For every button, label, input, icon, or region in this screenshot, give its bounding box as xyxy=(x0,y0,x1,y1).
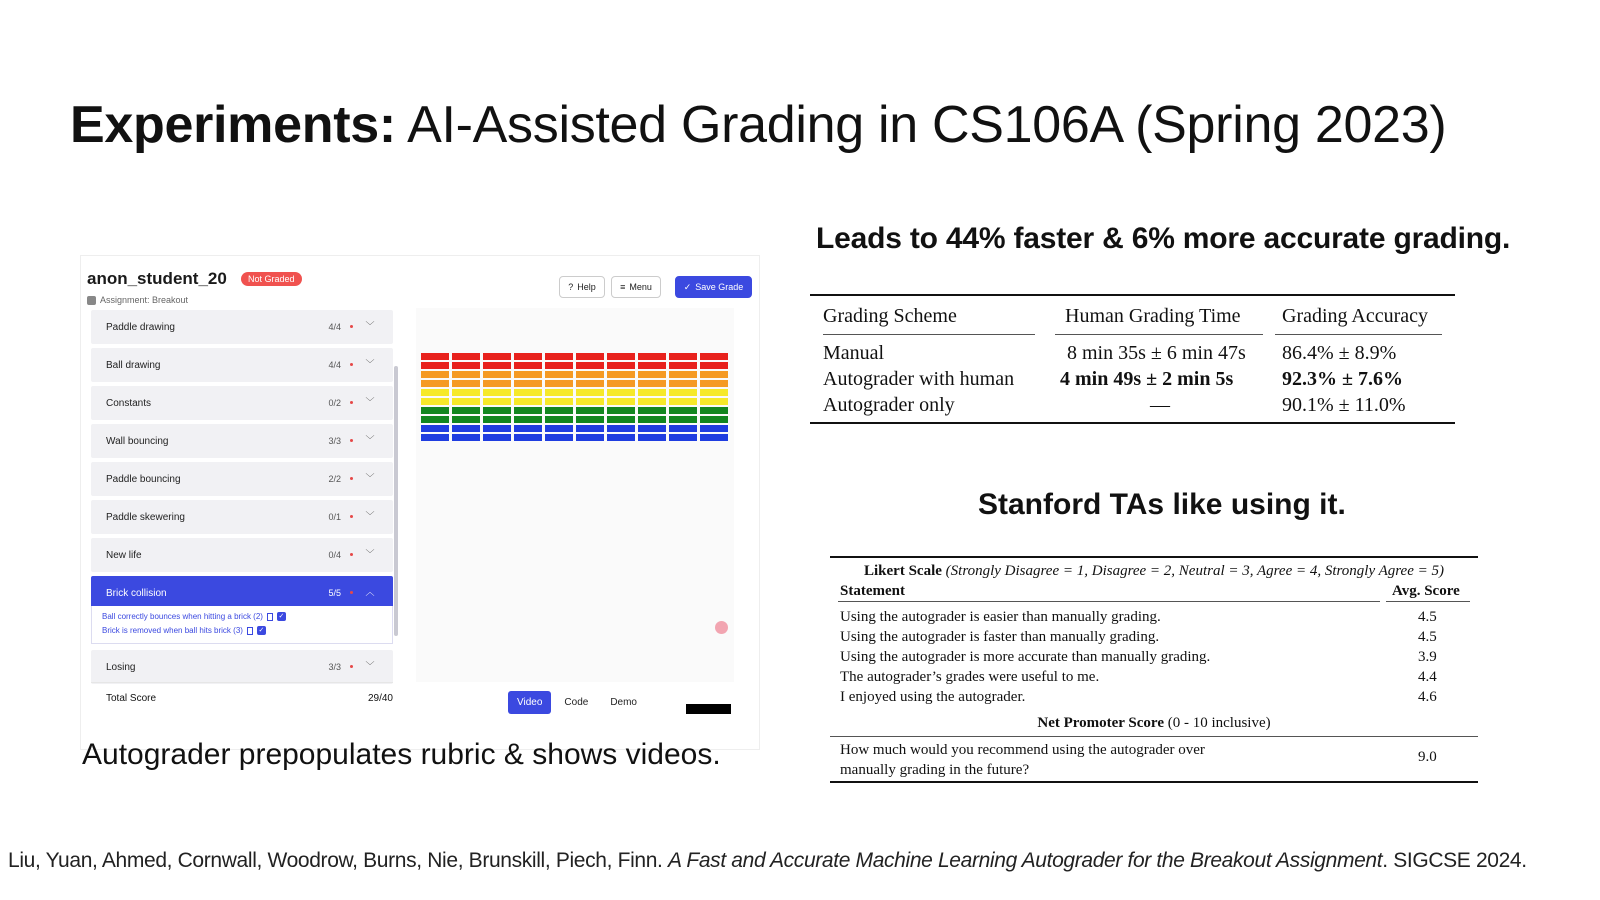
brick xyxy=(452,434,480,441)
rubric-sub-item[interactable] xyxy=(102,626,266,635)
survey-statement: I enjoyed using the autograder. xyxy=(840,689,1026,705)
brick xyxy=(483,389,511,396)
header-grading-scheme: Grading Scheme xyxy=(823,305,957,327)
rubric-item-label: Ball drawing xyxy=(106,360,161,371)
survey-table-header xyxy=(830,580,1478,603)
brick xyxy=(514,416,542,423)
cell-scheme: Autograder with human xyxy=(823,368,1015,390)
brick xyxy=(545,398,573,405)
total-score-row xyxy=(91,682,393,712)
chevron-down-icon[interactable]: ﹀ xyxy=(365,661,375,671)
nps-question: How much would you recommend using the autograder over manually grading in the future? xyxy=(840,742,1205,778)
view-tabs xyxy=(508,691,646,714)
breakout-game-video[interactable] xyxy=(416,308,734,682)
brick xyxy=(452,416,480,423)
brick xyxy=(638,353,666,360)
brick xyxy=(669,425,697,432)
cell-accuracy: 92.3% ± 7.6% xyxy=(1282,368,1403,390)
survey-score: 3.9 xyxy=(1418,649,1437,665)
brick xyxy=(700,434,728,441)
rubric-item[interactable] xyxy=(91,576,393,610)
brick xyxy=(545,389,573,396)
brick xyxy=(576,362,604,369)
help-label: Help xyxy=(577,282,596,292)
survey-statement: Using the autograder is faster than manually grading. xyxy=(840,629,1160,645)
brick xyxy=(638,380,666,387)
brick xyxy=(700,407,728,414)
rubric-item[interactable] xyxy=(91,424,393,458)
brick xyxy=(607,398,635,405)
brick xyxy=(700,380,728,387)
brick xyxy=(669,416,697,423)
nps-caption-range: (0 - 10 inclusive) xyxy=(1163,715,1271,731)
status-dot-icon xyxy=(350,591,353,594)
assignment-icon xyxy=(87,296,96,305)
survey-table xyxy=(830,556,1478,783)
sub-item-label: Brick is removed when ball hits brick (3) xyxy=(102,626,243,635)
rubric-item[interactable] xyxy=(91,500,393,534)
rubric-sub-item[interactable] xyxy=(102,612,286,621)
brick xyxy=(514,398,542,405)
brick xyxy=(669,389,697,396)
brick xyxy=(421,398,449,405)
table-header xyxy=(810,296,1455,340)
brick xyxy=(421,362,449,369)
brick xyxy=(700,362,728,369)
brick xyxy=(483,398,511,405)
brick xyxy=(576,371,604,378)
title-bold: Experiments: xyxy=(70,96,396,154)
survey-score: 4.5 xyxy=(1418,629,1437,645)
brick xyxy=(483,371,511,378)
brick xyxy=(514,434,542,441)
header-human-grading-time: Human Grading Time xyxy=(1065,305,1241,327)
ui-caption: Autograder prepopulates rubric & shows videos. xyxy=(82,738,721,771)
brick xyxy=(483,380,511,387)
brick xyxy=(669,380,697,387)
brick xyxy=(669,434,697,441)
brick xyxy=(700,371,728,378)
table-row xyxy=(830,606,1478,626)
status-dot-icon xyxy=(350,515,353,518)
rubric-item-score: 4/4 xyxy=(328,322,341,332)
survey-statement: Using the autograder is more accurate than manually grading. xyxy=(840,649,1211,665)
chevron-up-icon[interactable]: ︿ xyxy=(365,587,375,597)
brick xyxy=(576,425,604,432)
cell-time: 4 min 49s ± 2 min 5s xyxy=(1060,368,1234,390)
brick xyxy=(700,398,728,405)
brick xyxy=(700,416,728,423)
citation-venue: . SIGCSE 2024. xyxy=(1382,849,1527,872)
brick xyxy=(607,407,635,414)
rubric-item-label: Paddle bouncing xyxy=(106,474,181,485)
brick xyxy=(638,416,666,423)
chevron-down-icon[interactable]: ﹀ xyxy=(365,473,375,483)
save-grade-label: Save Grade xyxy=(695,282,744,292)
brick xyxy=(483,353,511,360)
brick xyxy=(421,389,449,396)
rubric-item-label: Constants xyxy=(106,398,152,409)
brick xyxy=(483,434,511,441)
brick xyxy=(638,389,666,396)
chevron-down-icon[interactable]: ﹀ xyxy=(365,435,375,445)
rubric-item-score: 3/3 xyxy=(328,662,341,672)
header-rule xyxy=(1275,334,1442,335)
rubric-item[interactable] xyxy=(91,310,393,344)
brick xyxy=(607,389,635,396)
brick xyxy=(452,362,480,369)
brick xyxy=(545,434,573,441)
header-statement: Statement xyxy=(840,583,905,599)
brick xyxy=(421,425,449,432)
brick xyxy=(421,416,449,423)
ball xyxy=(715,621,728,634)
likert-caption xyxy=(830,558,1478,580)
status-dot-icon xyxy=(350,401,353,404)
menu-icon: ≡ xyxy=(620,282,626,292)
cell-accuracy: 90.1% ± 11.0% xyxy=(1282,394,1406,416)
rubric-item-label: Paddle skewering xyxy=(106,512,185,523)
header-rule xyxy=(1055,334,1263,335)
student-name: anon_student_20 xyxy=(87,269,227,288)
check-icon: ✓ xyxy=(683,281,692,292)
brick xyxy=(700,425,728,432)
grader-ui-screenshot xyxy=(80,255,760,750)
brick-wall xyxy=(416,308,734,682)
brick xyxy=(514,371,542,378)
header-grading-accuracy: Grading Accuracy xyxy=(1282,305,1429,327)
nps-caption-bold: Net Promoter Score xyxy=(1037,715,1164,731)
brick xyxy=(607,425,635,432)
brick xyxy=(576,380,604,387)
status-dot-icon xyxy=(350,439,353,442)
survey-headline: Stanford TAs like using it. xyxy=(978,488,1346,521)
header-rule xyxy=(823,334,1035,335)
rubric-item-score: 0/1 xyxy=(328,512,341,522)
citation-paper-title: A Fast and Accurate Machine Learning Autograder for the Breakout Assignment xyxy=(668,849,1383,872)
help-button[interactable] xyxy=(559,276,605,298)
tab-video[interactable]: Video xyxy=(508,691,551,714)
chevron-down-icon[interactable]: ﹀ xyxy=(365,511,375,521)
brick xyxy=(545,407,573,414)
status-dot-icon xyxy=(350,363,353,366)
rubric-item-score: 0/2 xyxy=(328,398,341,408)
brick xyxy=(638,425,666,432)
rubric-item-label: Losing xyxy=(106,662,136,673)
tab-code[interactable]: Code xyxy=(555,691,597,714)
brick xyxy=(545,380,573,387)
header-rule xyxy=(838,601,1380,602)
survey-statement: Using the autograder is easier than manually grading. xyxy=(840,609,1161,625)
brick xyxy=(576,353,604,360)
table-row xyxy=(830,646,1478,666)
nps-caption xyxy=(830,706,1478,736)
brick xyxy=(514,389,542,396)
brick xyxy=(607,371,635,378)
brick xyxy=(576,416,604,423)
header-avg-score: Avg. Score xyxy=(1392,583,1460,599)
brick xyxy=(669,407,697,414)
paddle xyxy=(686,704,731,714)
tab-demo[interactable]: Demo xyxy=(601,691,646,714)
brick xyxy=(545,362,573,369)
brick xyxy=(452,380,480,387)
survey-score: 4.6 xyxy=(1418,689,1437,705)
status-dot-icon xyxy=(350,325,353,328)
brick xyxy=(669,353,697,360)
chevron-down-icon[interactable]: ﹀ xyxy=(365,549,375,559)
brick xyxy=(669,398,697,405)
brick xyxy=(638,398,666,405)
brick xyxy=(421,380,449,387)
rubric-item-score: 0/4 xyxy=(328,550,341,560)
brick xyxy=(452,371,480,378)
brick xyxy=(452,407,480,414)
survey-score: 4.4 xyxy=(1418,669,1437,685)
brick xyxy=(514,353,542,360)
rubric-item-score: 5/5 xyxy=(328,588,341,598)
status-dot-icon xyxy=(350,665,353,668)
brick xyxy=(638,371,666,378)
cell-time: — xyxy=(1150,394,1170,416)
brick xyxy=(576,434,604,441)
rubric-item-label: New life xyxy=(106,550,142,561)
rubric-item[interactable] xyxy=(91,462,393,496)
rubric-item[interactable] xyxy=(91,386,393,420)
table-row xyxy=(810,340,1455,366)
brick xyxy=(700,389,728,396)
table-row xyxy=(830,626,1478,646)
status-dot-icon xyxy=(350,553,353,556)
brick xyxy=(483,425,511,432)
brick xyxy=(638,434,666,441)
brick xyxy=(483,416,511,423)
citation xyxy=(8,849,1527,873)
brick xyxy=(421,407,449,414)
results-headline: Leads to 44% faster & 6% more accurate grading. xyxy=(816,222,1511,255)
survey-rows xyxy=(830,603,1478,706)
brick xyxy=(576,389,604,396)
brick xyxy=(514,380,542,387)
brick xyxy=(607,380,635,387)
brick xyxy=(421,371,449,378)
total-score-value: 29/40 xyxy=(367,693,393,704)
total-score-label: Total Score xyxy=(106,693,157,704)
nps-row xyxy=(830,737,1478,781)
brick xyxy=(576,407,604,414)
rubric-scrollbar[interactable] xyxy=(394,366,398,636)
brick xyxy=(607,434,635,441)
title-rest: AI-Assisted Grading in CS106A (Spring 2023) xyxy=(395,96,1447,154)
survey-score: 4.5 xyxy=(1418,609,1437,625)
status-dot-icon xyxy=(350,477,353,480)
survey-statement: The autograder’s grades were useful to me. xyxy=(840,669,1100,685)
checkbox-icon[interactable]: ✓ xyxy=(278,613,285,620)
chevron-down-icon[interactable]: ﹀ xyxy=(365,397,375,407)
chevron-down-icon[interactable]: ﹀ xyxy=(365,321,375,331)
brick xyxy=(421,434,449,441)
brick xyxy=(638,407,666,414)
rubric-item-label: Brick collision xyxy=(106,588,167,599)
brick xyxy=(607,353,635,360)
rubric-expanded-items xyxy=(91,606,393,644)
brick xyxy=(545,416,573,423)
cell-scheme: Autograder only xyxy=(823,394,955,416)
rubric-item-label: Paddle drawing xyxy=(106,322,175,333)
table-row xyxy=(830,686,1478,706)
table-row xyxy=(810,392,1455,422)
brick xyxy=(514,362,542,369)
brick xyxy=(421,353,449,360)
rubric-item[interactable] xyxy=(91,538,393,572)
brick xyxy=(483,407,511,414)
likert-caption-scale: (Strongly Disagree = 1, Disagree = 2, Neutral = 3, Agree = 4, Strongly Agree = 5) xyxy=(941,563,1444,579)
brick xyxy=(669,362,697,369)
menu-label: Menu xyxy=(629,282,652,292)
cell-accuracy: 86.4% ± 8.9% xyxy=(1282,342,1397,364)
grading-results-table xyxy=(810,294,1455,424)
rubric-item[interactable] xyxy=(91,650,393,684)
brick xyxy=(514,407,542,414)
likert-caption-bold: Likert Scale xyxy=(864,563,942,579)
rubric-item-score: 4/4 xyxy=(328,360,341,370)
brick xyxy=(607,416,635,423)
brick xyxy=(607,362,635,369)
rubric-item-score: 2/2 xyxy=(328,474,341,484)
cell-scheme: Manual xyxy=(823,342,885,364)
brick xyxy=(545,353,573,360)
brick xyxy=(638,362,666,369)
citation-authors: Liu, Yuan, Ahmed, Cornwall, Woodrow, Burns, Nie, Brunskill, Piech, Finn. xyxy=(8,849,669,872)
slide-title xyxy=(70,95,1446,155)
brick xyxy=(483,362,511,369)
status-badge: Not Graded xyxy=(241,272,302,286)
brick xyxy=(514,425,542,432)
table-row xyxy=(810,366,1455,392)
checkbox-icon[interactable]: ✓ xyxy=(258,627,265,634)
brick xyxy=(700,353,728,360)
brick xyxy=(576,398,604,405)
brick xyxy=(669,371,697,378)
rubric-item-label: Wall bouncing xyxy=(106,436,169,447)
help-icon: ? xyxy=(568,282,574,292)
menu-button[interactable] xyxy=(611,276,661,298)
brick xyxy=(452,425,480,432)
nps-score: 9.0 xyxy=(1418,749,1437,765)
header-rule xyxy=(1386,601,1470,602)
brick xyxy=(545,425,573,432)
rubric-item-score: 3/3 xyxy=(328,436,341,446)
cell-time: 8 min 35s ± 6 min 47s xyxy=(1067,342,1246,364)
sub-item-label: Ball correctly bounces when hitting a brick (2) xyxy=(102,612,263,621)
chevron-down-icon[interactable]: ﹀ xyxy=(365,359,375,369)
brick xyxy=(545,371,573,378)
brick xyxy=(452,389,480,396)
assignment-text: Assignment: Breakout xyxy=(100,295,189,305)
save-grade-button[interactable] xyxy=(675,276,752,298)
table-row xyxy=(830,666,1478,686)
rubric-item[interactable] xyxy=(91,348,393,382)
assignment-label xyxy=(87,295,188,305)
brick xyxy=(452,398,480,405)
document-icon[interactable] xyxy=(247,627,253,635)
document-icon[interactable] xyxy=(267,613,273,621)
brick xyxy=(452,353,480,360)
